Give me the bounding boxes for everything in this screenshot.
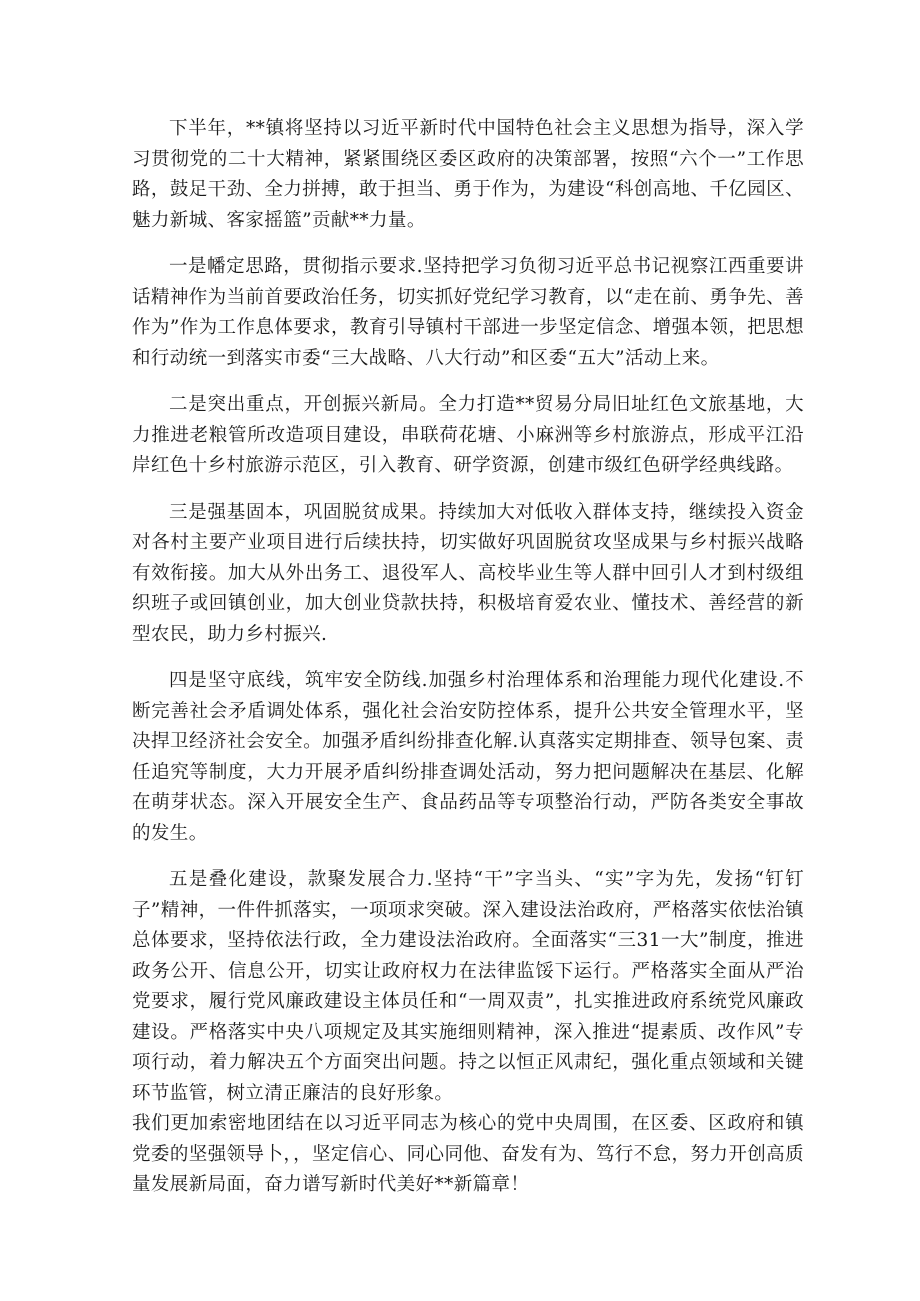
paragraph-intro: 下半年，**镇将坚持以习近平新时代中国特色社会主义思想为指导，深入学习贯彻党的二十大精神，紧紧围绕区委区政府的决策部署，按照“六个一”工作思路，鼓足干劲、全力拼搏，敢于担当、勇于作为，为建设“科创高地、千亿园区、魅力新城、客家摇篮”贡献**力量。 <box>132 118 804 231</box>
paragraph-point-three: 三是强基固本，巩固脱贫成果。持续加大对低收入群体支持，继续投入资金对各村主要产业项目进行后续扶持，切实做好巩固脱贫攻坚成果与乡村振兴战略有效衔接。加大从外出务工、退役军人、高校毕业生等人群中回引人才到村级组织班子或回镇创业，加大创业贷款扶持，积极培育爱农业、懂技术、善经营的新型农民，助力乡村振兴. <box>132 501 804 645</box>
document-page <box>132 114 804 1217</box>
paragraph-point-five: 五是叠化建设，款聚发展合力.坚持“干”字当头、“实”字为先，发扬“钉钉子”精神，一件件抓落实，一项项求突破。深入建设法治政府，严格落实依怯治镇总体要求，坚持依法行政，全力建设法治政府。全面落实“三31一大”制度，推进政务公开、信息公开，切实让政府权力在法律监馁下运行。严格落实全面从严治党要求，履行党风廉政建设主体员任和“一周双责”，扎实推进政府系统党风廉政建设。严格落实中央八项规定及其实施细则精神，深入推进“提素质、改作风”专项行动，着力解决五个方面突出问题。持之以恒正风肃纪，强化重点领域和关键环节监管，树立清正廉洁的良好形象。 <box>132 869 804 1104</box>
paragraph-point-four: 四是坚守底线，筑牢安全防线.加强乡村治理体系和治理能力现代化建设.不断完善社会矛盾调处体系，强化社会治安防控体系，提升公共安全管理水平，坚决捍卫经济社会安全。加强矛盾纠纷排查化解.认真落实定期排查、领导包案、责任追究等制度，大力开展矛盾纠纷排查调处活动，努力把问题解决在基层、化解在萌芽状态。深入开展安全生产、食品药品等专项整治行动，严防各类安全事故的发生。 <box>132 670 804 844</box>
paragraph-point-two: 二是突出重点，开创振兴新局。全力打造**贸易分局旧址红色文旅基地，大力推进老粮管所改造项目建设，串联荷花塘、小麻洲等乡村旅游点，形成平江沿岸红色十乡村旅游示范区，引入教育、研学资源，创建市级红色研学经典线路。 <box>132 394 804 476</box>
paragraph-closing: 我们更加索密地团结在以习近平同志为核心的党中央周围，在区委、区政府和镇党委的坚强领导卜，，坚定信心、同心同他、奋发有为、笃行不怠，努力开创高质量发展新局面，奋力谱写新时代美好**新篇章！ <box>132 1113 804 1195</box>
paragraph-point-one: 一是幡定思路，贯彻指示要求.坚持把学习负彻习近平总书记视察江西重要讲话精神作为当前首要政治任务，切实抓好党纪学习教育，以“走在前、勇争先、善作为”作为工作息体要求，教育引导镇村干部进一步坚定信念、增强本领，把思想和行动统一到落实市委“三大战略、八大行动”和区委“五大”活动上来。 <box>132 256 804 369</box>
